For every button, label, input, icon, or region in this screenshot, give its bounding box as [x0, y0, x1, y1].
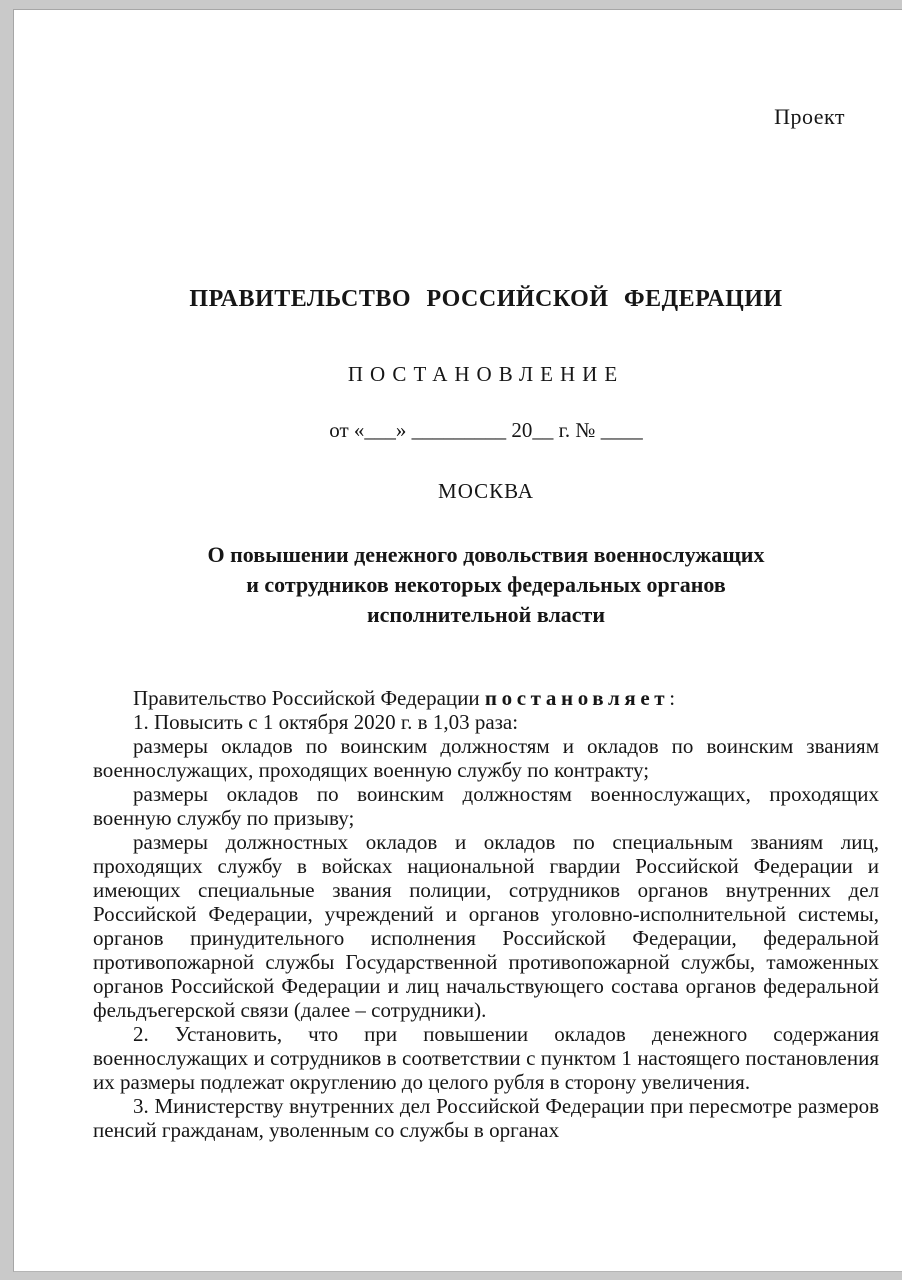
document-body	[93, 686, 879, 1142]
paragraph-preamble	[93, 686, 879, 710]
document-content	[93, 10, 879, 1271]
draft-label: Проект	[774, 104, 845, 129]
document-title	[93, 540, 879, 630]
paragraph-point-1: 1. Повысить с 1 октября 2020 г. в 1,03 раза:	[133, 710, 519, 734]
document-type-heading: ПОСТАНОВЛЕНИЕ	[347, 362, 625, 386]
paragraph-point-3: 3. Министерству внутренних дел Российской Федерации при пересмотре размеров пенсий гражданам, уволенным со службы в органах	[93, 1094, 879, 1142]
document-title-line-1: О повышении денежного довольствия военнослужащих	[207, 542, 765, 567]
paragraph-point-1-sub-2: размеры окладов по воинским должностям военнослужащих, проходящих военную службу по призыву;	[93, 782, 879, 830]
city-label: МОСКВА	[438, 479, 534, 503]
paragraph-point-1-sub-3: размеры должностных окладов и окладов по специальным званиям лиц, проходящих службу в войсках национальной гвардии Российской Федерации и имеющих специальные звания полиции, сотрудников органов внутренних дел Российской Федерации, учреждений и органов уголовно-исполнительной системы, органов принудительного исполнения Российской Федерации, федеральной противопожарной службы Государственной противопожарной службы, таможенных органов Российской Федерации и лиц начальствующего состава органов федеральной фельдъегерской связи (далее – сотрудники).	[93, 830, 879, 1022]
document-title-line-2: и сотрудников некоторых федеральных органов	[246, 572, 726, 597]
document-title-line-3: исполнительной власти	[366, 602, 606, 627]
paragraph-point-2: 2. Установить, что при повышении окладов денежного содержания военнослужащих и сотрудников в соответствии с пунктом 1 настоящего постановления их размеры подлежат округлению до целого рубля в сторону увеличения.	[93, 1022, 879, 1094]
document-page	[13, 9, 902, 1272]
government-header: ПРАВИТЕЛЬСТВО РОССИЙСКОЙ ФЕДЕРАЦИИ	[189, 286, 783, 312]
date-number-line: от «___» _________ 20__ г. № ____	[329, 418, 643, 442]
preamble-emphasis: постановляет	[484, 686, 670, 710]
paragraph-point-1-sub-1: размеры окладов по воинским должностям и окладов по воинским званиям военнослужащих, проходящих военную службу по контракту;	[93, 734, 879, 782]
preamble-prefix: Правительство Российской Федерации	[133, 686, 485, 710]
preamble-suffix: :	[669, 686, 676, 710]
